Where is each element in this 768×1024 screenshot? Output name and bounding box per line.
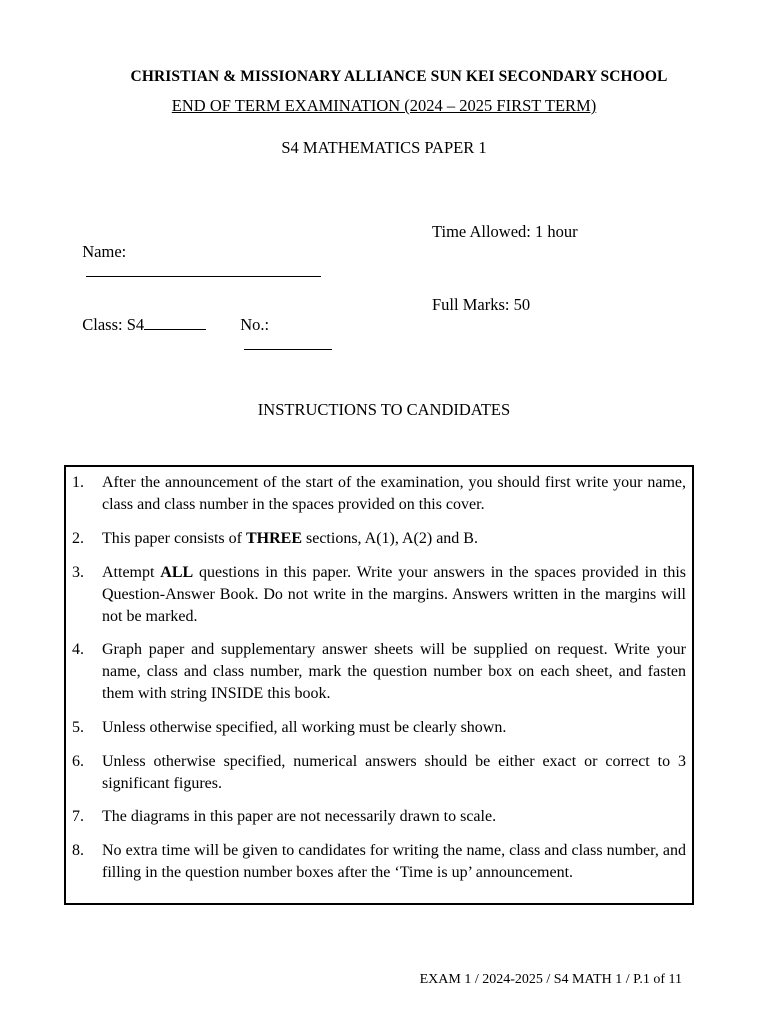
exam-title: END OF TERM EXAMINATION (2024 – 2025 FIRST TERM) xyxy=(171,96,597,115)
class-label: Class: S4 xyxy=(82,315,145,334)
name-field xyxy=(74,222,321,282)
time-allowed: Time Allowed: 1 hour xyxy=(432,222,578,241)
name-label: Name: xyxy=(82,242,127,261)
number-blank-line xyxy=(244,348,332,350)
class-field xyxy=(74,295,206,335)
number-field xyxy=(232,295,332,355)
class-blank-line xyxy=(144,328,206,330)
paper-title: S4 MATHEMATICS PAPER 1 xyxy=(281,138,487,157)
number-label: No.: xyxy=(240,315,270,334)
page-footer: EXAM 1 / 2024-2025 / S4 MATH 1 / P.1 of 11 xyxy=(419,972,682,987)
school-name: CHRISTIAN & MISSIONARY ALLIANCE SUN KEI SECONDARY SCHOOL xyxy=(130,68,668,85)
full-marks: Full Marks: 50 xyxy=(432,295,531,314)
name-blank-line xyxy=(86,275,321,277)
instructions-box: 1. After the announcement of the start of the examination, you should first write your name, class and class number in the spaces provided on this cover. 2. This paper consists of THREE sections, A(1), A(2) and B. 3. Attempt ALL questions in this paper. Write your answers in the spaces provided in this Question-Answer Book. Do not write in the margins. Answers written in the margins will not be marked. 4. Graph paper and supplementary answer sheets will be supplied on request. Write your name, class and class number, mark the question number box on each sheet, and fasten them with string INSIDE this book. 5. Unless otherwise specified, all working must be clearly shown. 6. Unless otherwise specified, numerical answers should be either exact or correct to 3 significant figures. 7. The diagrams in this paper are not necessarily drawn to scale. 8. No extra time will be given to candidates for writing the name, class and class number, and filling in the question number boxes after the ‘Time is up’ announcement. xyxy=(64,465,694,905)
instructions-heading: INSTRUCTIONS TO CANDIDATES xyxy=(257,400,511,419)
